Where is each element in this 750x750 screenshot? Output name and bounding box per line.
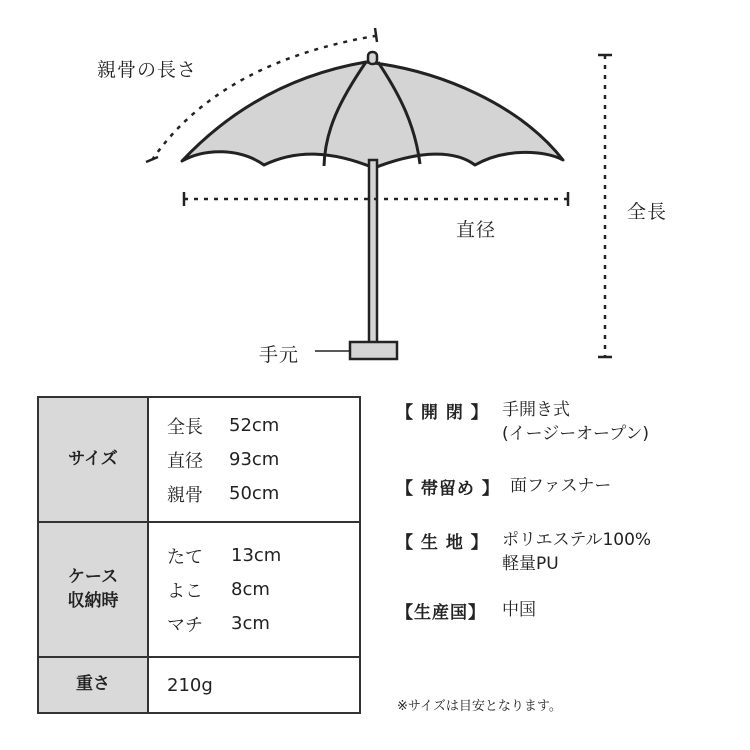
diameter-label: 直径 xyxy=(456,219,497,241)
rib-length-label: 親骨の長さ xyxy=(97,59,198,81)
umbrella-tip xyxy=(368,52,377,64)
case-header: ケース 収納時 xyxy=(39,523,149,658)
spec-opening: 【 開 閉 】 手開き式 (イージーオープン) xyxy=(396,400,650,444)
umbrella-shaft xyxy=(369,160,377,344)
umbrella-canopy xyxy=(182,62,563,168)
size-note: ※サイズは目安となります。 xyxy=(397,699,562,714)
size-values xyxy=(149,398,359,523)
total-length-label: 全長 xyxy=(627,201,668,223)
size-row: 親骨 50cm xyxy=(167,483,280,506)
weight-value: 210g xyxy=(167,674,213,696)
spec-origin: 【生産国】 中国 xyxy=(396,600,536,623)
spec-strap: 【 帯留め 】 面ファスナー xyxy=(396,476,612,499)
size-header: サイズ xyxy=(39,398,149,523)
spec-table xyxy=(37,396,361,714)
umbrella-handle xyxy=(350,342,397,359)
spec-fabric: 【 生 地 】 ポリエステル100% 軽量PU xyxy=(396,530,652,574)
case-row: よこ 8cm xyxy=(167,579,270,602)
size-row: 全長 52cm xyxy=(167,415,280,438)
weight-header: 重さ xyxy=(39,658,149,712)
case-values xyxy=(149,523,359,658)
handle-label: 手元 xyxy=(259,344,300,366)
case-row: マチ 3cm xyxy=(167,613,270,636)
size-row: 直径 93cm xyxy=(167,449,280,472)
case-row: たて 13cm xyxy=(167,545,282,568)
